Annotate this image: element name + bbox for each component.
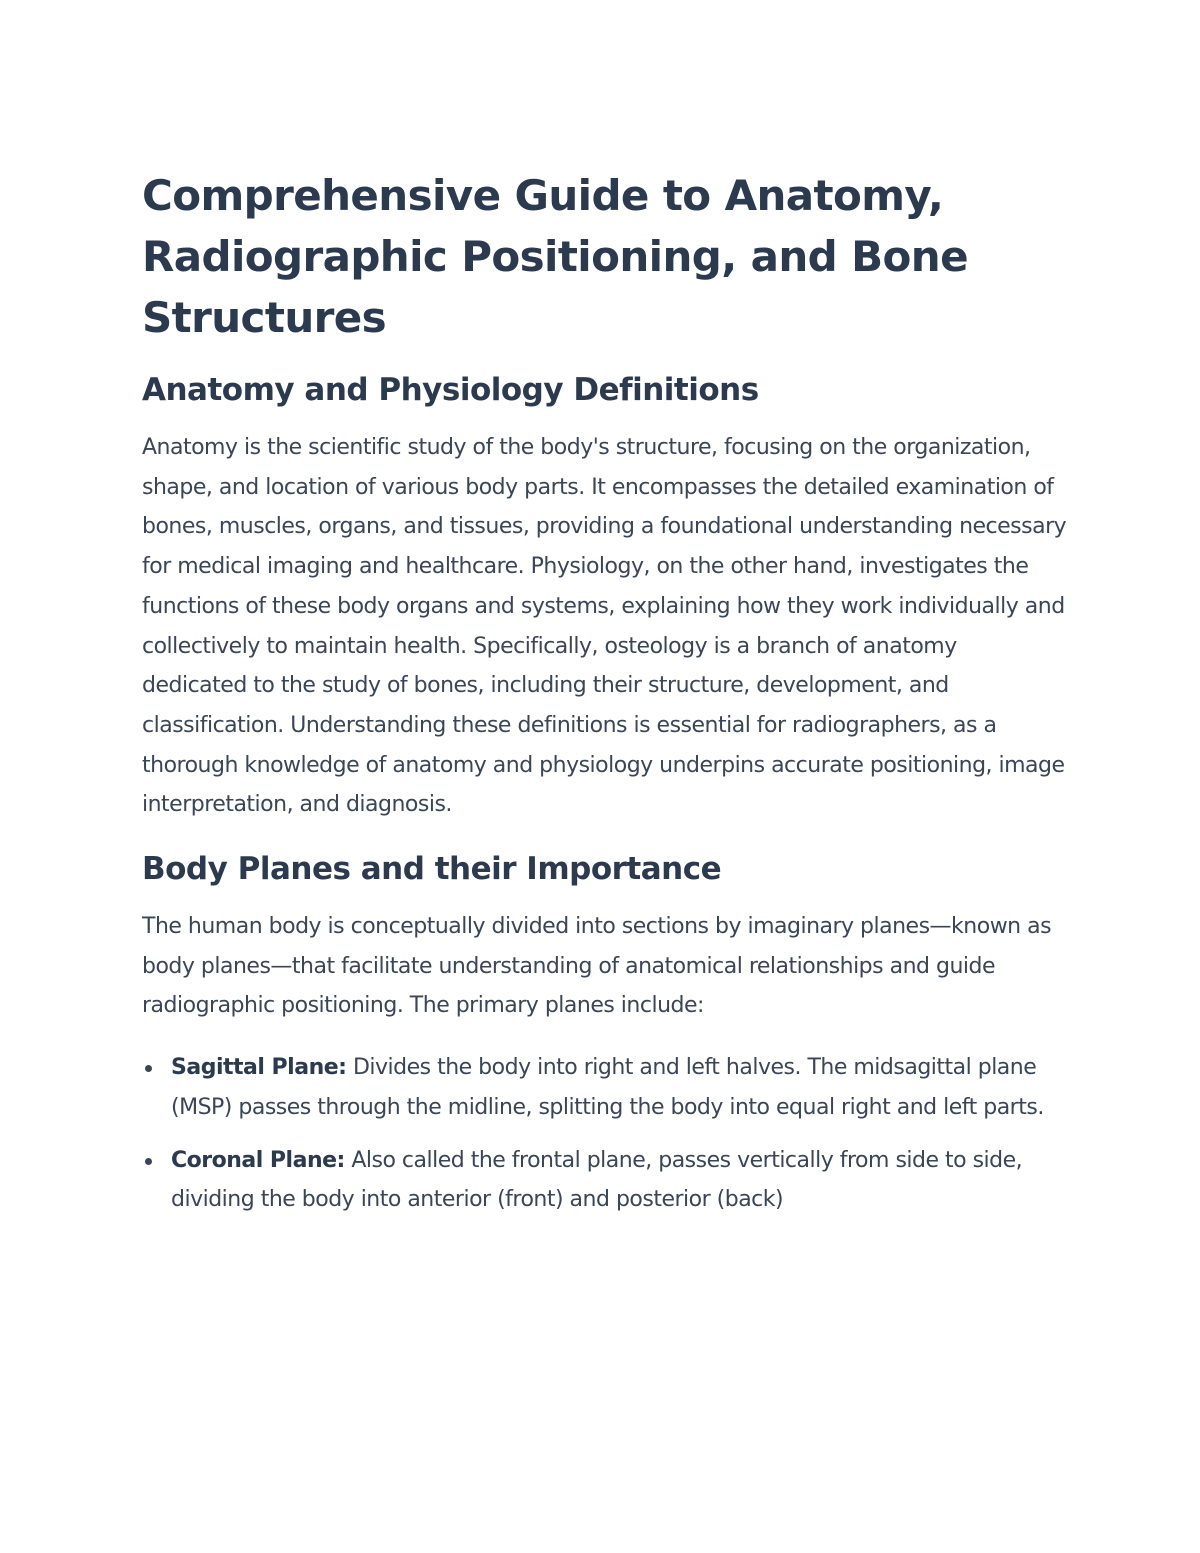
document-page xyxy=(142,165,1067,1233)
section-paragraph: Anatomy is the scientific study of the body's structure, focusing on the organization, shape, and location of various body parts. It encompasses the detailed examination of bones, muscles, organs, and tissues, providing a foundational understanding necessary for medical imaging and healthcare. Physiology, on the other hand, investigates the functions of these body organs and systems, explaining how they work individually and collectively to maintain health. Specifically, osteology is a branch of anatomy dedicated to the study of bones, including their structure, development, and classification. Understanding these definitions is essential for radiographers, as a thorough knowledge of anatomy and physiology underpins accurate positioning, image interpretation, and diagnosis. xyxy=(142,435,1067,818)
list-item-text: Also called the frontal plane, passes vertically from side to side, dividing the body into anterior (front) and posterior (back) xyxy=(171,1147,1023,1213)
body-planes-list xyxy=(142,1048,1067,1220)
section-anatomy-physiology xyxy=(142,368,1067,825)
bullet-icon xyxy=(145,1065,152,1072)
section-heading: Anatomy and Physiology Definitions xyxy=(142,372,759,408)
list-item-term: Sagittal Plane: xyxy=(171,1055,347,1081)
list-item-term: Coronal Plane: xyxy=(171,1147,345,1173)
section-body-planes xyxy=(142,847,1067,1220)
list-item xyxy=(142,1141,1067,1220)
section-paragraph: The human body is conceptually divided into sections by imaginary planes—known as body planes—that facilitate understanding of anatomical relationships and guide radiographic positioning. The primary planes include: xyxy=(142,914,1052,1019)
bullet-icon xyxy=(145,1158,152,1165)
section-heading: Body Planes and their Importance xyxy=(142,851,722,888)
list-item-text: Divides the body into right and left halves. The midsagittal plane (MSP) passes through the midline, splitting the body into equal right and left parts. xyxy=(171,1055,1044,1120)
list-item xyxy=(142,1048,1067,1127)
document-title: Comprehensive Guide to Anatomy, Radiographic Positioning, and Bone Structures xyxy=(142,171,968,342)
